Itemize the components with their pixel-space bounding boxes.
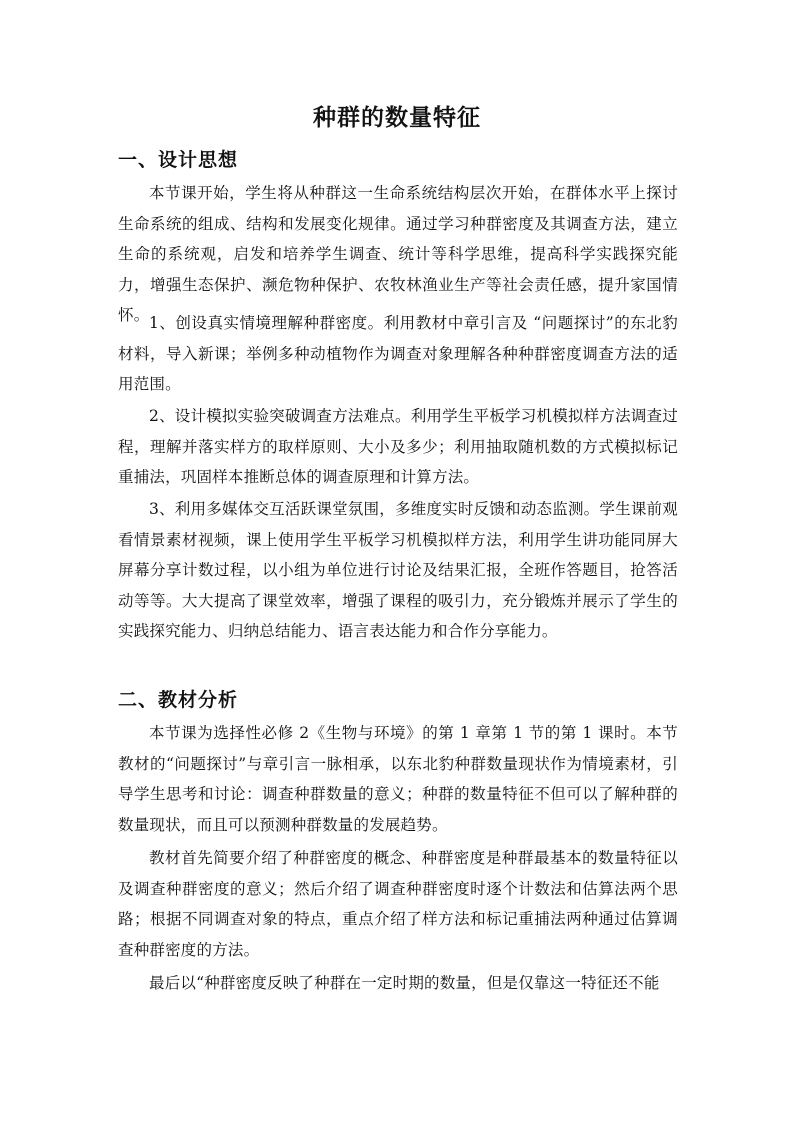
section-heading-textbook-analysis: 二、教材分析 — [118, 689, 239, 711]
section-heading-design-thinking: 一、设计思想 — [118, 149, 239, 171]
paragraph: 1、创设真实情境理解种群密度。利用教材中章引言及 “问题探讨”的东北豹材料，导入新课；举例多种动植物作为调查对象理解各种种群密度调查方法的适用范围。 — [118, 314, 678, 393]
paragraph: 本节课开始，学生将从种群这一生命系统结构层次开始，在群体水平上探讨生命系统的组成、结构和发展变化规律。通过学习种群密度及其调查方法，建立生命的系统观，启发和培养学生调查、统计等科学思维，提高科学实践探究能力，增强生态保护、濒危物种保护、农牧林渔业生产等社会责任感，提升家国情怀。 — [118, 184, 678, 324]
paragraph: 最后以“种群密度反映了种群在一定时期的数量，但是仅靠这一特征还不能 — [149, 974, 660, 992]
paragraph: 3、利用多媒体交互活跃课堂氛围，多维度实时反馈和动态监测。学生课前观看情景素材视频，课上使用学生平板学习机模拟样方法，利用学生讲功能同屏大屏幕分享计数过程，以小组为单位进行讨论及结果汇报，全班作答题目，抢答活动等等。大大提高了课堂效率，增强了课程的吸引力，充分锻炼并展示了学生的实践探究能力、归纳总结能力、语言表达能力和合作分享能力。 — [118, 500, 678, 640]
document-title: 种群的数量特征 — [313, 104, 481, 131]
paragraph: 本节课为选择性必修 2《生物与环境》的第 1 章第 1 节的第 1 课时。本节教材的“问题探讨”与章引言一脉相承，以东北豹种群数量现状作为情境素材，引导学生思考和讨论：调查种群数量的意义；种群的数量特征不但可以了解种群的数量现状，而且可以预测种群数量的发展趋势。 — [118, 724, 678, 834]
paragraph: 2、设计模拟实验突破调查方法难点。利用学生平板学习机模拟样方法调查过程，理解并落实样方的取样原则、大小及多少；利用抽取随机数的方式模拟标记重捕法，巩固样本推断总体的调查原理和计算方法。 — [118, 407, 678, 486]
paragraph: 教材首先简要介绍了种群密度的概念、种群密度是种群最基本的数量特征以及调查种群密度的意义；然后介绍了调查种群密度时逐个计数法和估算法两个思路；根据不同调查对象的特点，重点介绍了样方法和标记重捕法两种通过估算调查种群密度的方法。 — [118, 849, 678, 959]
